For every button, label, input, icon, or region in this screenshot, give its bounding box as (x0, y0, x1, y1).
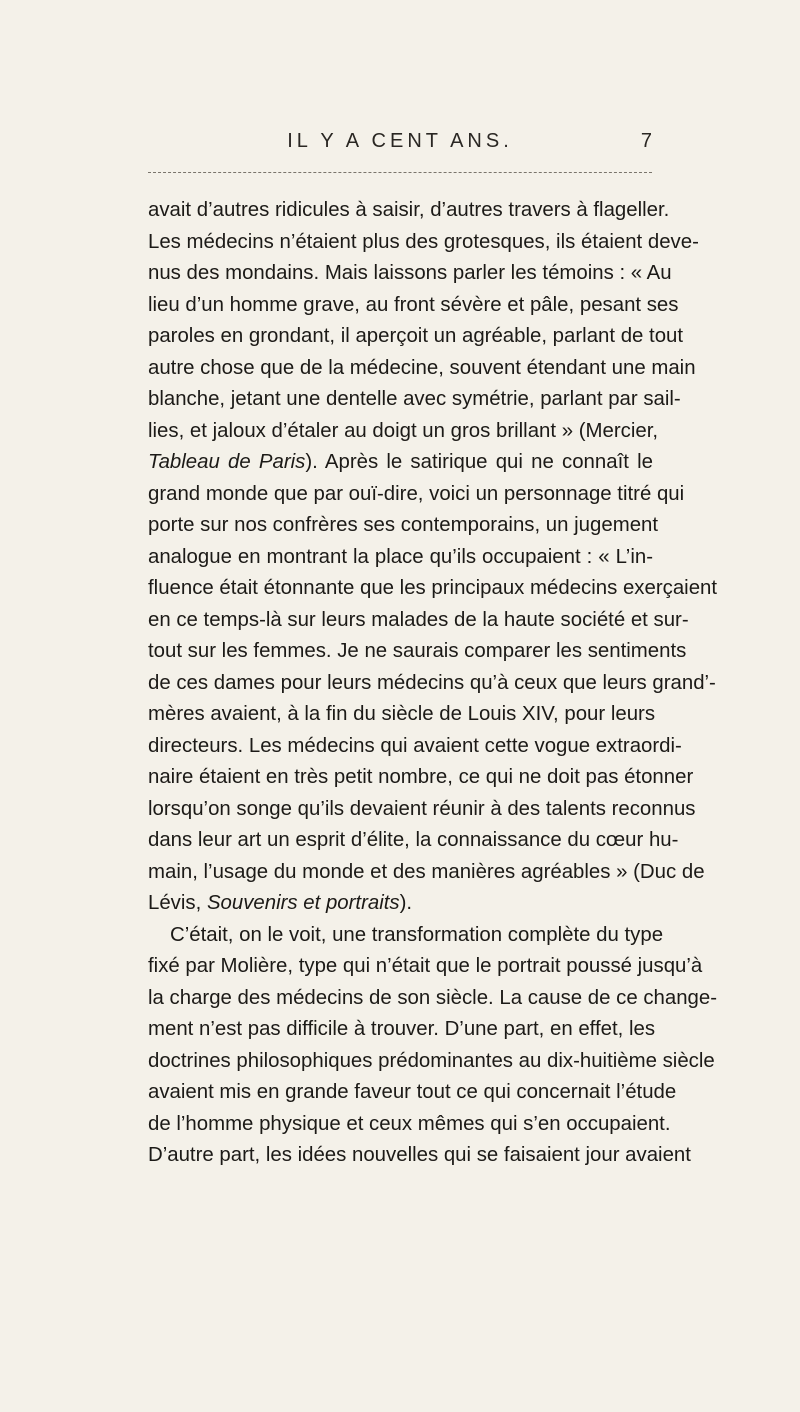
text-line: directeurs. Les médecins qui avaient cette vogue extraordi- (148, 734, 682, 757)
text-fragment: Lévis, (148, 892, 207, 914)
body-text (148, 195, 718, 1172)
text-line: avaient mis en grande faveur tout ce qui concernait l’étude (148, 1081, 677, 1103)
text-line: blanche, jetant une dentelle avec symétrie, parlant par sail- (148, 388, 681, 410)
text-line: dans leur art un esprit d’élite, la connaissance du cœur hu- (148, 829, 679, 851)
text-line: fluence était étonnante que les principaux médecins exerçaient (148, 577, 718, 599)
header-rule (148, 172, 652, 173)
text-line: tout sur les femmes. Je ne saurais comparer les sentiments (148, 640, 687, 662)
text-line: de l’homme physique et ceux mêmes qui s’en occupaient. (148, 1112, 671, 1135)
text-line: lies, et jaloux d’étaler au doigt un gros brillant » (Mercier, (148, 419, 659, 442)
text-line: mères avaient, à la fin du siècle de Louis XIV, pour leurs (148, 703, 656, 725)
text-line: en ce temps-là sur leurs malades de la haute société et sur- (148, 608, 689, 631)
text-line: C’était, on le voit, une transformation complète du type (170, 923, 664, 946)
text-line: fixé par Molière, type qui n’était que le portrait poussé jusqu’à (148, 955, 703, 977)
text-line: nus des mondains. Mais laissons parler les témoins : « Au (148, 262, 672, 284)
text-line (148, 888, 653, 920)
text-line: de ces dames pour leurs médecins qu’à ceux que leurs grand’- (148, 671, 716, 694)
text-line: avait d’autres ridicules à saisir, d’autres travers à flageller. (148, 199, 670, 221)
text-line: naire étaient en très petit nombre, ce qui ne doit pas étonner (148, 766, 694, 788)
text-line: analogue en montrant la place qu’ils occupaient : « L’in- (148, 545, 653, 568)
text-line: ment n’est pas difficile à trouver. D’une part, en effet, les (148, 1018, 656, 1040)
text-line (148, 447, 653, 479)
text-line: Les médecins n’étaient plus des grotesques, ils étaient deve- (148, 230, 699, 253)
text-line: lieu d’un homme grave, au front sévère et pâle, pesant ses (148, 293, 679, 316)
text-line: paroles en grondant, il aperçoit un agréable, parlant de tout (148, 325, 684, 347)
running-head: IL Y A CENT ANS. (287, 130, 513, 152)
page-number: 7 (640, 130, 652, 152)
book-title-tableau-de-paris: Tableau de Paris (148, 451, 306, 473)
text-line: D’autre part, les idées nouvelles qui se faisaient jour avaient (148, 1144, 691, 1166)
text-line: grand monde que par ouï-dire, voici un personnage titré qui (148, 482, 685, 505)
text-line: doctrines philosophiques prédominantes au dix-huitième siècle (148, 1049, 715, 1072)
text-line: porte sur nos confrères ses contemporains, un jugement (148, 514, 659, 536)
text-line: la charge des médecins de son siècle. La cause de ce change- (148, 986, 718, 1009)
book-title-souvenirs-et-portraits: Souvenirs et portraits (206, 892, 400, 914)
text-fragment: ). (399, 892, 413, 914)
text-line: autre chose que de la médecine, souvent étendant une main (148, 356, 696, 379)
text-line: lorsqu’on songe qu’ils devaient réunir à des talents reconnus (148, 797, 696, 820)
text-fragment: ). Après le satirique qui ne connaît le (305, 451, 653, 473)
text-line: main, l’usage du monde et des manières agréables » (Duc de (148, 860, 705, 883)
